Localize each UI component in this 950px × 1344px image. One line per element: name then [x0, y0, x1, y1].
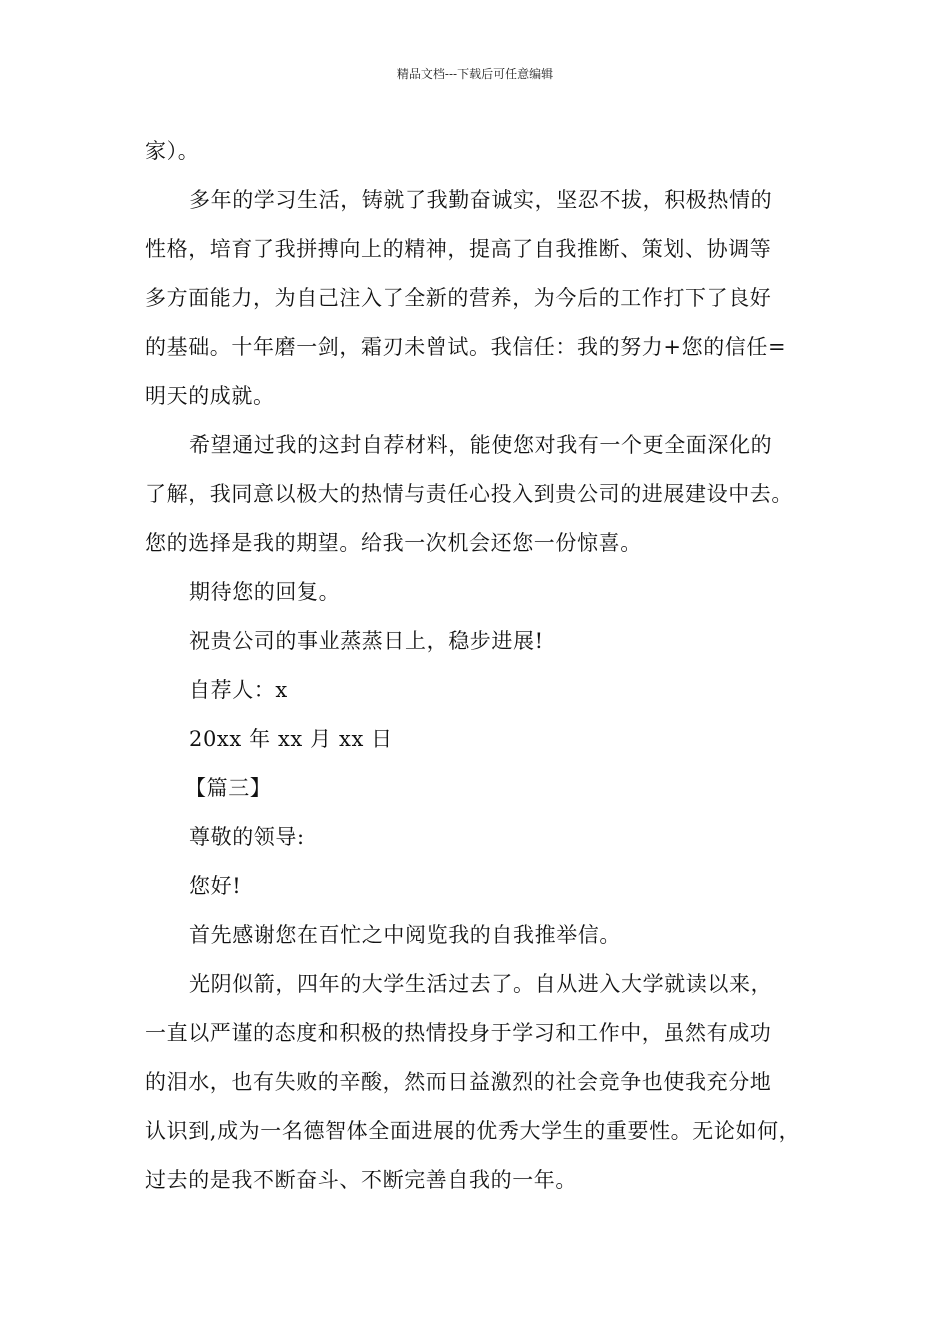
text-line: 家）。	[145, 139, 200, 163]
paragraph-line: 光阴似箭，四年的大学生活过去了。自从进入大学就读以来，	[189, 972, 773, 996]
page-header: 精品文档---下载后可任意编辑	[396, 67, 554, 81]
text-line: 了解，我同意以极大的热情与责任心投入到贵公司的进展建设中去。	[145, 482, 793, 506]
closing-line: 期待您的回复。	[189, 580, 341, 604]
text-line: 过去的是我不断奋斗、不断完善自我的一年。	[145, 1168, 577, 1192]
date-line: 20xx 年 xx 月 xx 日	[189, 727, 393, 751]
text-line: 的基础。十年磨一剑，霜刃未曾试。我信任：我的努力+您的信任=	[145, 335, 787, 359]
text-line: 一直以严谨的态度和积极的热情投身于学习和工作中，虽然有成功	[145, 1021, 772, 1045]
text-line: 多方面能力，为自己注入了全新的营养，为今后的工作打下了良好	[145, 286, 772, 310]
paragraph-line: 首先感谢您在百忙之中阅览我的自我推举信。	[189, 923, 621, 947]
text-line: 您的选择是我的期望。给我一次机会还您一份惊喜。	[145, 531, 642, 555]
paragraph-line: 多年的学习生活，铸就了我勤奋诚实，坚忍不拔，积极热情的	[189, 188, 773, 212]
text-line: 认识到,成为一名德智体全面进展的优秀大学生的重要性。无论如何，	[145, 1119, 801, 1143]
text-line: 的泪水，也有失败的辛酸，然而日益激烈的社会竞争也使我充分地	[145, 1070, 772, 1094]
salutation-line: 尊敬的领导:	[189, 825, 305, 849]
greeting-line: 您好!	[189, 874, 242, 898]
document-body	[145, 127, 825, 1205]
paragraph-line: 希望通过我的这封自荐材料，能使您对我有一个更全面深化的	[189, 433, 773, 457]
text-line: 性格，培育了我拼搏向上的精神，提高了自我推断、策划、协调等	[145, 237, 772, 261]
closing-line: 祝贵公司的事业蒸蒸日上，稳步进展!	[189, 629, 544, 653]
signature-line: 自荐人：x	[189, 678, 288, 702]
text-line: 明天的成就。	[145, 384, 275, 408]
section-heading: 【篇三】	[185, 776, 272, 800]
